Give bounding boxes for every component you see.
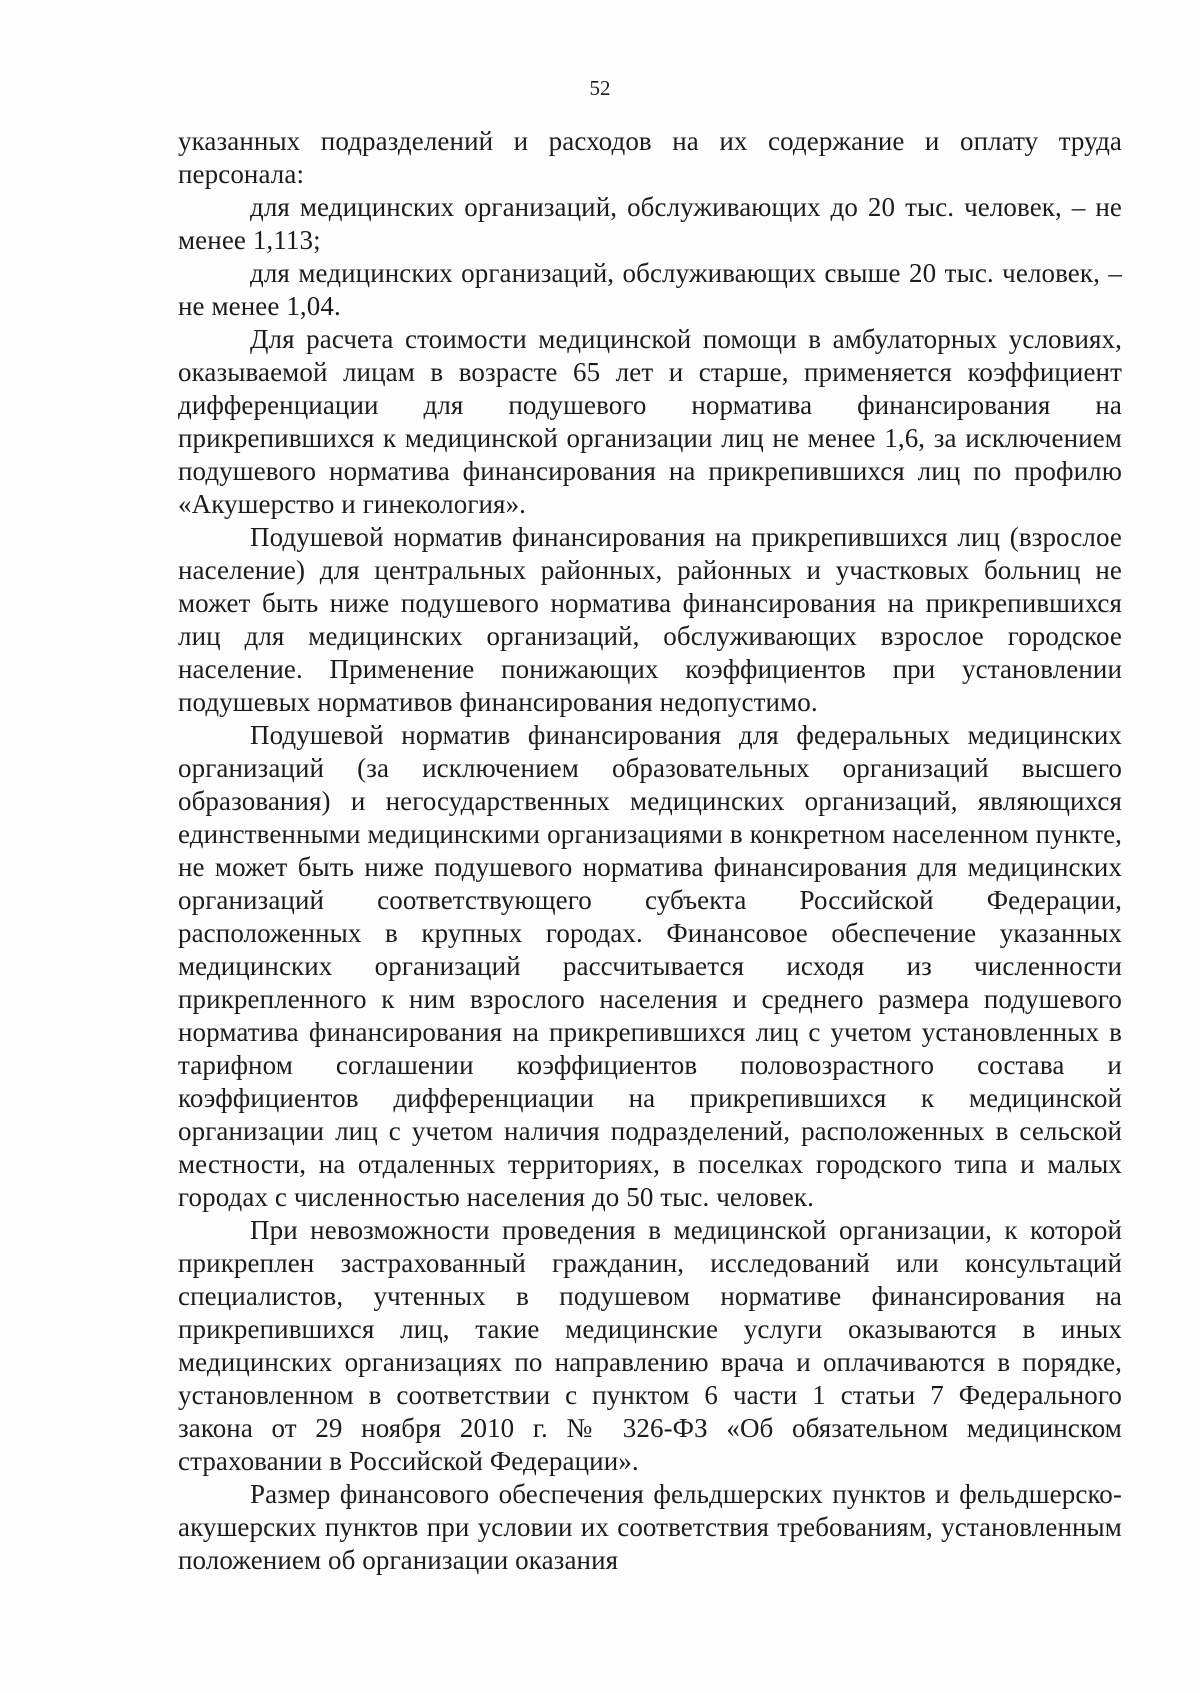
paragraph-federal-organizations-norm: Подушевой норматив финансирования для федеральных медицинских организаций (за исключением образовательных организаций высшего образования) и негосударственных медицинских организаций, являющихся единственными медицинскими организациями в конкретном населенном пункте, не может быть ниже подушевого норматива финансирования для медицинских организаций соответствующего субъекта Российской Федерации, расположенных в крупных городах. Финансовое обеспечение указанных медицинских организаций рассчитывается исходя из численности прикрепленного к ним взрослого населения и среднего размера подушевого норматива финансирования на прикрепившихся лиц с учетом установленных в тарифном соглашении коэффициентов половозрастного состава и коэффициентов дифференциации на прикрепившихся к медицинской организации лиц с учетом наличия подразделений, расположенных в сельской местности, на отдаленных территориях, в поселках городского типа и малых городах с численностью населения до 50 тыс. человек. <box>178 720 1122 1212</box>
paragraph-coefficient-over-20k: для медицинских организаций, обслуживающих свыше 20 тыс. человек, – не менее 1,04. <box>178 258 1122 321</box>
paragraph-feldsher-points: Размер финансового обеспечения фельдшерских пунктов и фельдшерско-акушерских пунктов при условии их соответствия требованиям, установленным положением об организации оказания <box>178 1479 1122 1575</box>
paragraph-referral-services: При невозможности проведения в медицинской организации, к которой прикреплен застрахованный гражданин, исследований или консультаций специалистов, учтенных в подушевом нормативе финансирования на прикрепившихся лиц, такие медицинские услуги оказываются в иных медицинских организациях по направлению врача и оплачиваются в порядке, установленном в соответствии с пунктом 6 части 1 статьи 7 Федерального закона от 29 ноября 2010 г. № 326-ФЗ «Об обязательном медицинском страховании в Российской Федерации». <box>178 1215 1122 1476</box>
page-number: 52 <box>589 76 611 100</box>
paragraph-coefficient-up-to-20k: для медицинских организаций, обслуживающих до 20 тыс. человек, – не менее 1,113; <box>178 192 1122 255</box>
paragraph-age-65-coefficient: Для расчета стоимости медицинской помощи в амбулаторных условиях, оказываемой лицам в возрасте 65 лет и старше, применяется коэффициент дифференциации для подушевого норматива финансирования на прикрепившихся к медицинской организации лиц не менее 1,6, за исключением подушевого норматива финансирования на прикрепившихся лиц по профилю «Акушерство и гинекология». <box>178 324 1122 519</box>
paragraph-continuation: указанных подразделений и расходов на их содержание и оплату труда персонала: <box>178 126 1122 189</box>
paragraph-rural-hospitals-norm: Подушевой норматив финансирования на прикрепившихся лиц (взрослое население) для центральных районных, районных и участковых больниц не может быть ниже подушевого норматива финансирования на прикрепившихся лиц для медицинских организаций, обслуживающих взрослое городское население. Применение понижающих коэффициентов при установлении подушевых нормативов финансирования недопустимо. <box>178 522 1122 717</box>
document-body <box>178 125 1122 1577</box>
